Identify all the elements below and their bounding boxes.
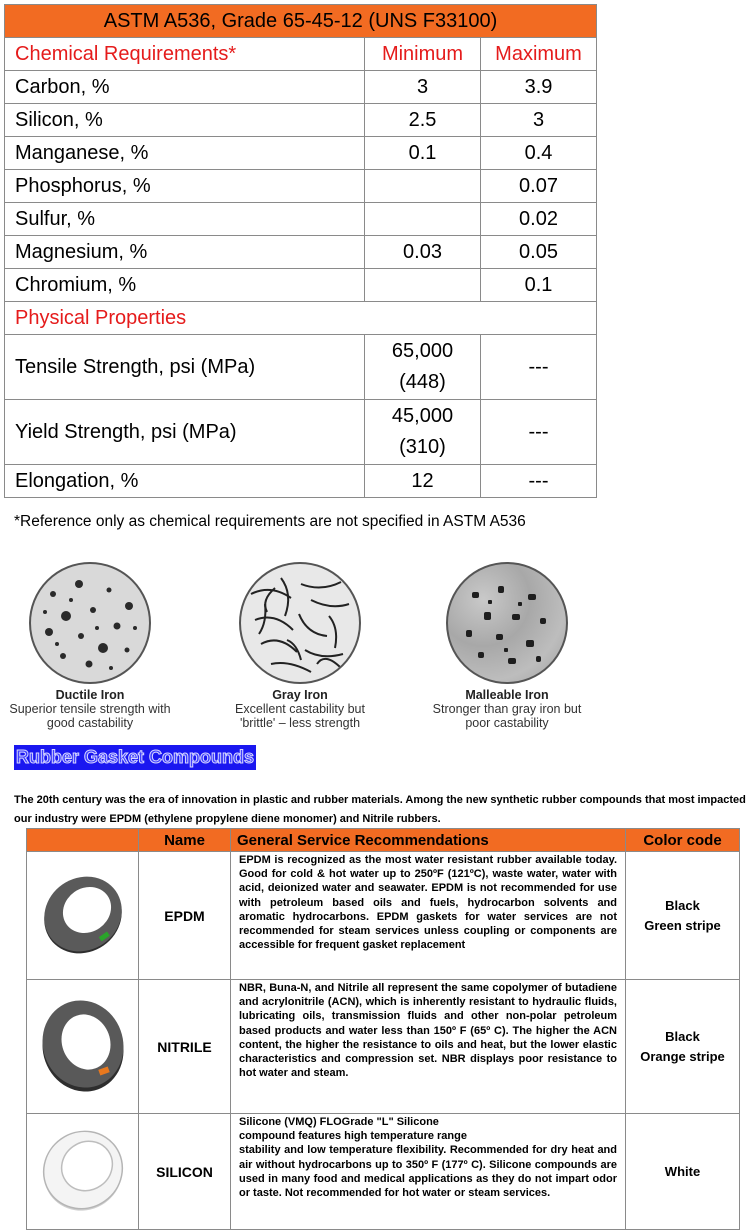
table-row bbox=[5, 137, 597, 170]
phys-header: Physical Properties bbox=[5, 302, 597, 335]
max-value: 0.05 bbox=[481, 236, 597, 269]
max-value: 3.9 bbox=[481, 71, 597, 104]
silicon-gasket-icon bbox=[33, 1120, 133, 1220]
min-value: 3 bbox=[365, 71, 481, 104]
max-value: 0.02 bbox=[481, 203, 597, 236]
min-value: 0.1 bbox=[365, 137, 481, 170]
table-row bbox=[5, 104, 597, 137]
gasket-image bbox=[27, 980, 139, 1114]
color-code bbox=[626, 1114, 740, 1230]
name-header: Name bbox=[139, 829, 231, 852]
rec-line: Silicone (VMQ) FLOGrade "L" Silicone bbox=[239, 1116, 439, 1128]
min-value bbox=[365, 203, 481, 236]
element-name: Phosphorus, % bbox=[5, 170, 365, 203]
min-value bbox=[365, 400, 481, 465]
table-row bbox=[5, 203, 597, 236]
max-header: Maximum bbox=[481, 38, 597, 71]
gasket-name: NITRILE bbox=[139, 980, 231, 1114]
table-row bbox=[5, 465, 597, 498]
element-name: Magnesium, % bbox=[5, 236, 365, 269]
min-mpa: (448) bbox=[399, 371, 446, 393]
min-header: Minimum bbox=[365, 38, 481, 71]
malleable-iron-figure bbox=[407, 562, 607, 730]
min-mpa: (310) bbox=[399, 436, 446, 458]
color-stripe: Green stripe bbox=[644, 917, 721, 933]
element-name: Sulfur, % bbox=[5, 203, 365, 236]
chem-header-row bbox=[5, 38, 597, 71]
iron-desc-line2: poor castability bbox=[465, 716, 549, 730]
table-row bbox=[5, 269, 597, 302]
iron-desc-line1: Stronger than gray iron but bbox=[432, 702, 582, 716]
element-name: Manganese, % bbox=[5, 137, 365, 170]
max-value: 0.4 bbox=[481, 137, 597, 170]
property-name: Yield Strength, psi (MPa) bbox=[5, 400, 365, 465]
gasket-table bbox=[26, 828, 740, 1230]
gasket-image bbox=[27, 1114, 139, 1230]
table-row bbox=[5, 170, 597, 203]
nitrile-gasket-icon bbox=[33, 990, 133, 1100]
iron-name: Ductile Iron bbox=[55, 688, 125, 702]
gray-iron-figure bbox=[200, 562, 400, 730]
iron-desc-line1: Superior tensile strength with bbox=[9, 702, 171, 716]
element-name: Carbon, % bbox=[5, 71, 365, 104]
max-value: --- bbox=[481, 465, 597, 498]
max-value: --- bbox=[481, 335, 597, 400]
gasket-recommendation: NBR, Buna-N, and Nitrile all represent the same copolymer of butadiene and acrylonitrile (ACN), which is inherently resistant to hydraulic fluids, lubricating oils, transmission fluids and other non-polar petroleum based products and water less than 150º F (65º C). The higher the ACN content, the higher the resistance to oils and heat, but the lower elastic characteristics and compression set. NBR displays poor resistance to hot water and steam. bbox=[231, 980, 626, 1114]
rubber-title-text: Rubber Gasket Compounds bbox=[16, 747, 255, 767]
rec-line: compound features high temperature range bbox=[239, 1130, 467, 1143]
rubber-section-title bbox=[14, 745, 256, 770]
min-value bbox=[365, 335, 481, 400]
max-value: 0.07 bbox=[481, 170, 597, 203]
astm-title: ASTM A536, Grade 65-45-12 (UNS F33100) bbox=[5, 5, 597, 38]
gasket-image bbox=[27, 852, 139, 980]
iron-name: Gray Iron bbox=[272, 688, 328, 702]
max-value: 0.1 bbox=[481, 269, 597, 302]
gasket-recommendation: EPDM is recognized as the most water resistant rubber available today. Good for cold & hot water up to 250ºF (121ºC), waste water, water with acid, deionized water and seawater. EPDM is not recommended for use with petroleum based oils and fuels, hydrocarbon solvents and aromatic hydrocarbons. EPDM gaskets for water services are not recommended for steam services unless coupling or components are accessible for frequent gasket replacement bbox=[231, 852, 626, 980]
table-row bbox=[27, 852, 740, 980]
color-primary: Black bbox=[665, 1028, 700, 1044]
table-row bbox=[5, 236, 597, 269]
table-row bbox=[27, 980, 740, 1114]
min-psi: 65,000 bbox=[391, 340, 454, 362]
color-code bbox=[626, 852, 740, 980]
color-primary: White bbox=[664, 1163, 701, 1179]
color-primary: Black bbox=[665, 897, 700, 913]
min-value: 12 bbox=[365, 465, 481, 498]
element-name: Silicon, % bbox=[5, 104, 365, 137]
table-row bbox=[27, 1114, 740, 1230]
malleable-iron-micrograph bbox=[446, 562, 568, 684]
iron-desc-line1: Excellent castability but bbox=[235, 702, 365, 716]
gasket-recommendation bbox=[231, 1114, 626, 1230]
min-psi: 45,000 bbox=[391, 405, 454, 427]
rubber-intro: The 20th century was the era of innovation in plastic and rubber materials. Among the new synthetic rubber compounds that most impacted our industry were EPDM (ethylene propylene diene monomer) and Nitrile rubbers. bbox=[14, 794, 746, 825]
gasket-name: EPDM bbox=[139, 852, 231, 980]
gasket-header-row bbox=[27, 829, 740, 852]
element-name: Chromium, % bbox=[5, 269, 365, 302]
property-name: Elongation, % bbox=[5, 465, 365, 498]
chem-header: Chemical Requirements* bbox=[5, 38, 365, 71]
phys-header-row bbox=[5, 302, 597, 335]
gasket-name: SILICON bbox=[139, 1114, 231, 1230]
iron-name: Malleable Iron bbox=[465, 688, 549, 702]
iron-desc-line2: 'brittle' – less strength bbox=[239, 716, 361, 730]
max-value: 3 bbox=[481, 104, 597, 137]
rec-header: General Service Recommendations bbox=[231, 829, 626, 852]
table-row bbox=[5, 400, 597, 465]
astm-table bbox=[4, 4, 597, 498]
astm-title-row bbox=[5, 5, 597, 38]
ductile-iron-figure bbox=[0, 562, 190, 730]
iron-desc-line2: good castability bbox=[46, 716, 134, 730]
epdm-gasket-icon bbox=[33, 864, 133, 964]
image-header bbox=[27, 829, 139, 852]
min-value: 2.5 bbox=[365, 104, 481, 137]
ductile-iron-micrograph bbox=[29, 562, 151, 684]
rec-body: stability and low temperature flexibility. Recommended for dry heat and air without hydrocarbons up to 350º F (177º C). Silicone compounds are used in many food and medical applications as they do not impart odor or taste. Not recommended for hot water or steam services. bbox=[239, 1144, 617, 1200]
min-value bbox=[365, 170, 481, 203]
min-value bbox=[365, 269, 481, 302]
table-row bbox=[5, 335, 597, 400]
gray-iron-micrograph bbox=[239, 562, 361, 684]
astm-footnote: *Reference only as chemical requirements are not specified in ASTM A536 bbox=[14, 513, 526, 530]
color-stripe: Orange stripe bbox=[640, 1048, 725, 1064]
color-code bbox=[626, 980, 740, 1114]
min-value: 0.03 bbox=[365, 236, 481, 269]
max-value: --- bbox=[481, 400, 597, 465]
property-name: Tensile Strength, psi (MPa) bbox=[5, 335, 365, 400]
color-header: Color code bbox=[626, 829, 740, 852]
table-row bbox=[5, 71, 597, 104]
